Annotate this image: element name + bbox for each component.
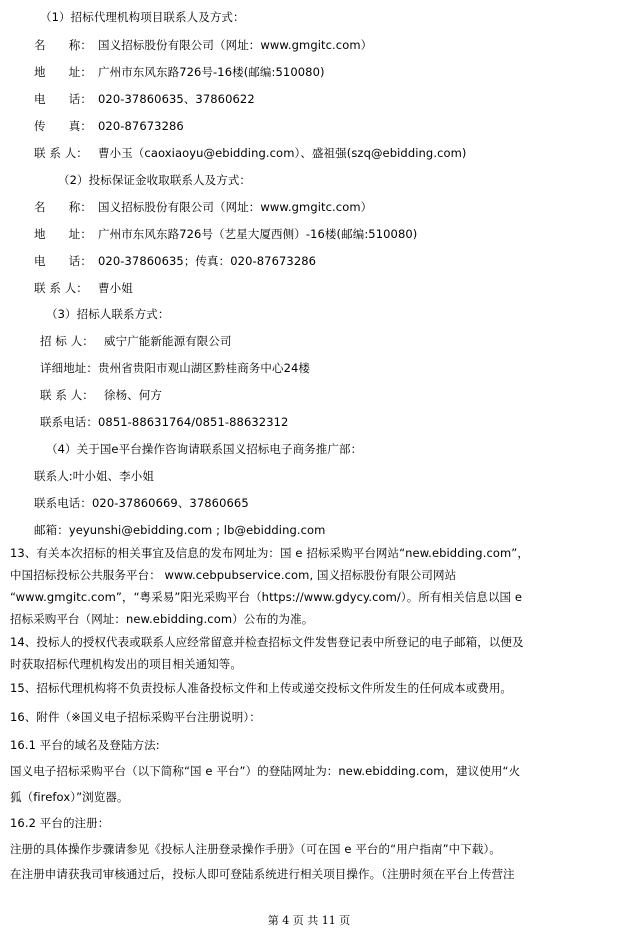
tenderer-heading: （3）招标人联系方式： — [46, 307, 170, 321]
agency-fax-row — [34, 118, 184, 134]
deposit-heading: （2）投标保证金收取联系人及方式： — [58, 173, 252, 187]
tenderer-phone-row — [40, 414, 288, 430]
deposit-address-row — [34, 226, 417, 242]
agency-phone-label: 电 话： — [34, 92, 92, 106]
tenderer-contact-label: 联 系 人： — [40, 388, 94, 402]
clause-16-2-line-2: 在注册申请获我司审核通过后，投标人即可登陆系统进行相关项目操作。（注册时须在平台上传营注 — [10, 867, 515, 881]
deposit-contact-row — [34, 280, 133, 296]
tenderer-address: 贵州省贵阳市观山湖区黔桂商务中心24楼 — [98, 361, 311, 375]
platform-email: yeyunshi@ebidding.com ; lb@ebidding.com — [68, 523, 326, 537]
agency-fax-label: 传 真： — [34, 119, 92, 133]
agency-name-row — [34, 37, 372, 53]
tenderer-contact: 徐杨、何方 — [104, 388, 162, 402]
agency-phone-row — [34, 91, 255, 107]
agency-phone: 020-37860635、37860622 — [98, 92, 255, 106]
deposit-name-row — [34, 199, 372, 215]
deposit-phone: 020-37860635；传真：020-87673286 — [98, 254, 317, 268]
platform-phone: 020-37860669、37860665 — [92, 496, 249, 510]
deposit-address: 广州市东风东路726号（艺星大厦西侧）-16楼(邮编:510080) — [98, 227, 418, 241]
agency-address-row — [34, 64, 325, 80]
platform-contact-row — [34, 468, 154, 484]
tenderer-row — [40, 333, 232, 349]
agency-address-label: 地 址： — [34, 65, 92, 79]
tenderer-name: 威宁广能新能源有限公司 — [104, 334, 232, 348]
tenderer-address-row — [40, 360, 310, 376]
clause-13-line-3: “www.gmgitc.com”，“粤采易”阳光采购平台（https://www.gdycy.com/）。所有相关信息以国 e — [10, 590, 523, 604]
agency-heading: （1）招标代理机构项目联系人及方式： — [40, 10, 245, 24]
platform-phone-row — [34, 495, 249, 511]
clause-13-line-4: 招标采购平台（网址：new.ebidding.com）公布的为准。 — [10, 612, 314, 626]
tenderer-phone-label: 联系电话： — [40, 415, 98, 429]
deposit-name: 国义招标股份有限公司（网址：www.gmgitc.com） — [98, 200, 373, 214]
platform-email-label: 邮箱： — [34, 523, 69, 537]
agency-contact: 曹小玉（caoxiaoyu@ebidding.com）、盛祖强(szq@ebidding.com) — [98, 146, 467, 160]
clause-15: 15、招标代理机构将不负责投标人准备投标文件和上传或递交投标文件所发生的任何成本或费用。 — [10, 681, 513, 695]
clause-13-line-1: 13、有关本次招标的相关事宜及信息的发布网址为：国 e 招标采购平台网站“new.ebidding.com”， — [10, 546, 529, 560]
agency-contact-row — [34, 145, 467, 161]
clause-16-2-line-1: 注册的具体操作步骤请参见《投标人注册登录操作手册》（可在国 e 平台的“用户指南”中下载）。 — [10, 842, 501, 856]
clause-16-1-heading: 16.1 平台的域名及登陆方法: — [10, 738, 160, 752]
platform-email-row — [34, 522, 325, 538]
platform-heading: （4）关于国e平台操作咨询请联系国义招标电子商务推广部： — [46, 442, 363, 456]
clause-16-1-line-1: 国义电子招标采购平台（以下简称“国 e 平台”）的登陆网址为：new.ebidding.com，建议使用“火 — [10, 764, 521, 778]
agency-name: 国义招标股份有限公司（网址：www.gmgitc.com） — [98, 38, 373, 52]
tenderer-address-label: 详细地址： — [40, 361, 98, 375]
deposit-address-label: 地 址： — [34, 227, 92, 241]
platform-contact-label: 联系人: — [34, 469, 73, 483]
deposit-contact-label: 联 系 人： — [34, 281, 88, 295]
deposit-phone-label: 电 话： — [34, 254, 92, 268]
clause-16-heading: 16、附件（※国义电子招标采购平台注册说明）： — [10, 710, 261, 724]
agency-fax: 020-87673286 — [98, 119, 184, 133]
deposit-phone-row — [34, 253, 316, 269]
clause-14-line-1: 14、投标人的授权代表或联系人应经常留意并检查招标文件发售登记表中所登记的电子邮箱，以便及 — [10, 635, 524, 649]
tenderer-phone: 0851-88631764/0851-88632312 — [98, 415, 289, 429]
deposit-contact: 曹小姐 — [98, 281, 133, 295]
agency-address: 广州市东风东路726号-16楼(邮编:510080) — [98, 65, 325, 79]
clause-14-line-2: 时获取招标代理机构发出的项目相关通知等。 — [10, 657, 242, 671]
clause-16-1-line-2: 狐（firefox）”浏览器。 — [10, 790, 129, 804]
clause-16-2-heading: 16.2 平台的注册： — [10, 816, 110, 830]
platform-phone-label: 联系电话： — [34, 496, 92, 510]
page-number: 第 4 页 共 11 页 — [267, 914, 351, 927]
tenderer-contact-row — [40, 387, 162, 403]
clause-13-line-2: 中国招标投标公共服务平台： www.cebpubservice.com, 国义招标股份有限公司网站 — [10, 568, 457, 582]
agency-name-label: 名 称： — [34, 38, 92, 52]
tenderer-label: 招 标 人： — [40, 334, 94, 348]
platform-contact: 叶小姐、李小姐 — [72, 469, 154, 483]
deposit-name-label: 名 称： — [34, 200, 92, 214]
agency-contact-label: 联 系 人： — [34, 146, 88, 160]
